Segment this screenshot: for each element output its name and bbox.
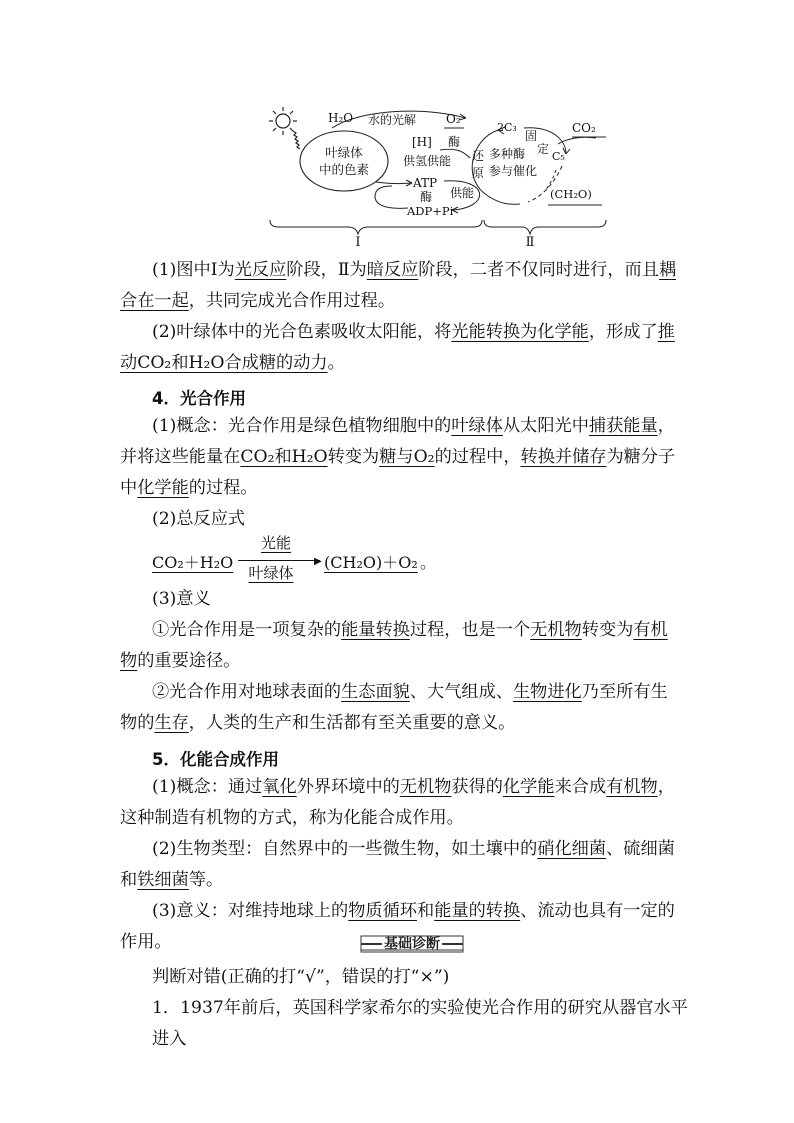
paragraph-chemo-significance: (3)意义：对维持地球上的物质循环和能量的转换、流动也具有一定的作用。 (120, 901, 675, 952)
stage-2-brace (484, 220, 606, 234)
label-h: [H] (412, 135, 432, 149)
label-multi-enzyme-2: 参与催化 (489, 164, 538, 178)
formula-products: (CH₂O)＋O₂ (324, 553, 418, 572)
label-fix-2: 定 (537, 142, 550, 156)
label-energy: 供能 (450, 186, 475, 200)
paragraph-significance-1: ①光合作用是一项复杂的能量转换过程，也是一个无机物转变为有机物的重要途径。 (120, 620, 668, 671)
paragraph-chemo-concept: (1)概念：通过氧化外界环境中的无机物获得的化学能来合成有机物，这种制造有机物的方式，称为化能合成作用。 (120, 777, 675, 828)
paragraph-significance-label: (3)意义 (152, 589, 211, 609)
section-badge-label: 基础诊断 (384, 936, 440, 952)
formula-end: 。 (420, 553, 437, 572)
label-reduce-1: 还 (472, 149, 485, 163)
label-ch2o: (CH₂O) (550, 187, 592, 201)
reaction-formula (152, 534, 552, 582)
co2-arrow (558, 137, 596, 144)
paragraph-chemo-organisms: (2)生物类型：自然界中的一些微生物，如土壤中的硝化细菌、硫细菌和铁细菌等。 (120, 839, 675, 890)
paragraph-significance-2: ②光合作用对地球表面的生态面貌、大气组成、生物进化乃至所有生物的生存，人类的生产和生活都有至关重要的意义。 (120, 682, 668, 733)
label-h2o: H₂O (328, 111, 354, 125)
formula-reactants: CO₂＋H₂O (152, 553, 234, 572)
label-h-supply: 供氢供能 (403, 154, 452, 168)
formula-condition-top: 光能 (260, 534, 291, 552)
formula-condition-bottom: 叶绿体 (248, 564, 294, 582)
photosynthesis-diagram (0, 0, 794, 260)
formula-arrowhead: ▶ (314, 556, 322, 567)
label-stage-2: Ⅱ (525, 235, 535, 250)
label-enzyme-2: 酶 (420, 190, 433, 204)
heading-chemosynthesis: 5．化能合成作用 (152, 750, 279, 769)
adp-return-arrow (375, 186, 408, 208)
sun-icon (269, 107, 300, 149)
label-c5: C₅ (552, 150, 565, 163)
label-o2: O₂ (446, 112, 461, 126)
judge-instruction: 判断对错(正确的打“√”，错误的打“×”) (152, 967, 450, 987)
heading-photosynthesis: 4．光合作用 (152, 389, 246, 408)
paragraph-equation-label: (2)总反应式 (152, 509, 246, 529)
label-atp: ATP (413, 176, 438, 190)
label-photolysis: 水的光解 (368, 113, 417, 127)
section-badge (360, 934, 464, 954)
atp-from-pigment-arrow (376, 182, 412, 184)
formula-arrow (238, 560, 320, 561)
paragraph-stage-desc: (1)图中Ⅰ为光反应阶段，Ⅱ为暗反应阶段，二者不仅同时进行，而且耦合在一起，共同完成光合作用过程。 (120, 260, 677, 311)
pigment-ellipse (300, 131, 388, 191)
question-1: 1．1937年前后，英国科学家希尔的实验使光合作用的研究从器官水平进入 (152, 998, 688, 1049)
label-co2: CO₂ (572, 121, 596, 135)
label-pigment-2: 中的色素 (318, 162, 370, 177)
label-pigment-1: 叶绿体 (325, 145, 363, 160)
label-fix-1: 固 (525, 129, 538, 143)
stage-1-brace (270, 220, 482, 234)
label-multi-enzyme-1: 多种酶 (489, 147, 526, 161)
paragraph-concept: (1)概念：光合作用是绿色植物细胞中的叶绿体从太阳光中捕获能量，并将这些能量在CO₂和H₂O转变为糖与O₂的过程中，转换并储存为糖分子中化学能的过程。 (120, 416, 676, 498)
label-adp: ADP+Pi (407, 204, 454, 218)
label-enzyme-1: 酶 (448, 135, 461, 149)
label-reduce-2: 原 (472, 166, 485, 180)
label-c3: 2C₃ (497, 121, 517, 134)
paragraph-pigment-desc: (2)叶绿体中的光合色素吸收太阳能，将光能转换为化学能，形成了推动CO₂和H₂O合成糖的动力。 (120, 322, 675, 373)
label-stage-1: Ⅰ (355, 235, 361, 250)
